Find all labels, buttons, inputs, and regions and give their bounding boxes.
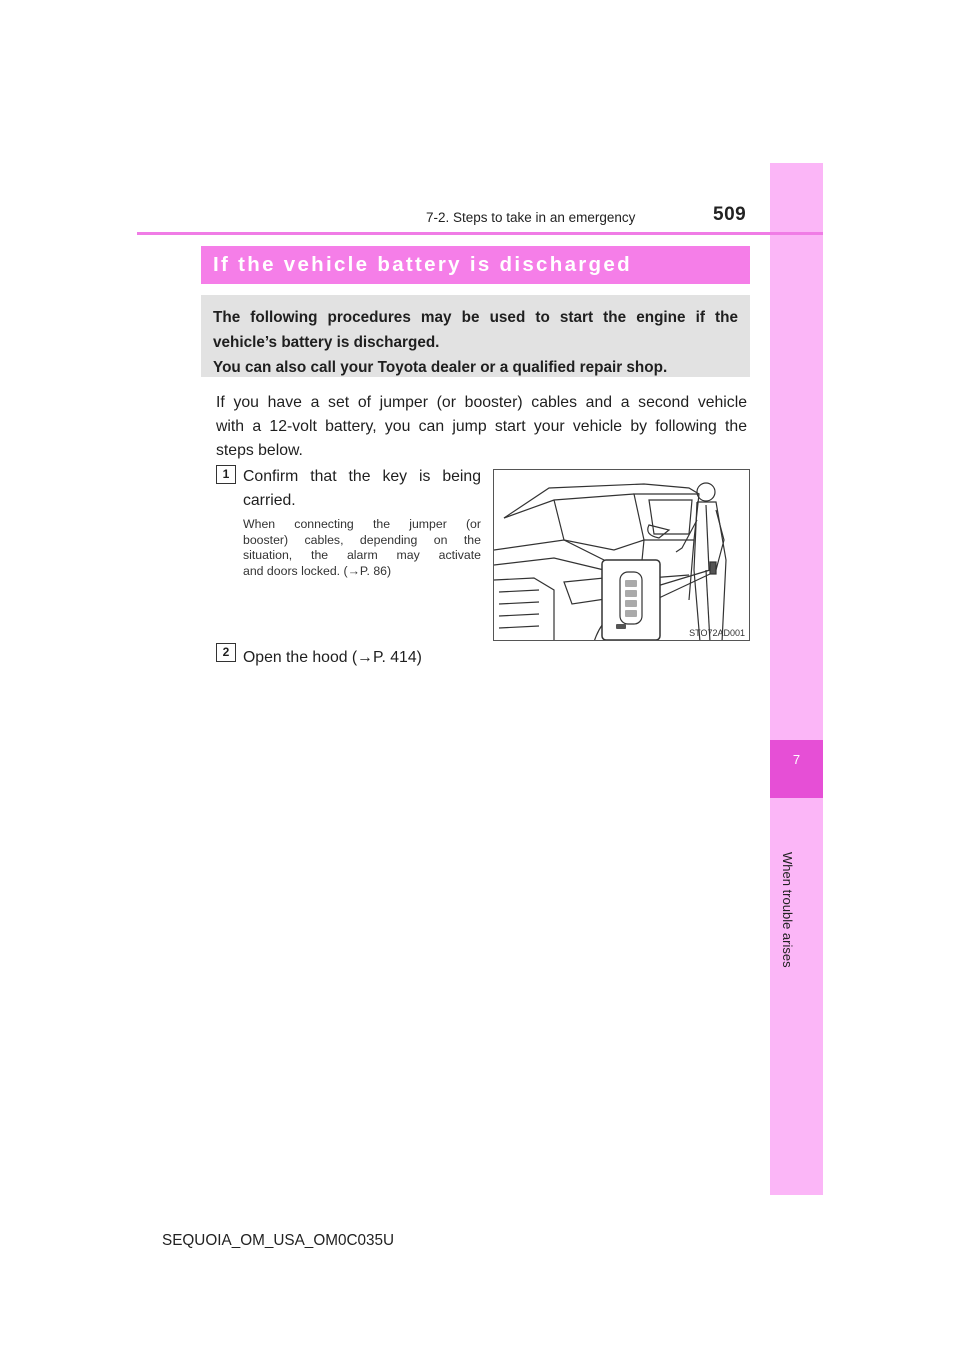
chapter-tab-active-marker bbox=[770, 740, 823, 798]
page-title: If the vehicle battery is discharged bbox=[213, 253, 632, 276]
step-1-note bbox=[243, 517, 481, 579]
step-2-number: 2 bbox=[216, 643, 236, 662]
chapter-title bbox=[781, 852, 797, 992]
step-1-text-line-1: Confirm that the key is being bbox=[243, 468, 481, 485]
step-2-text: Open the hood (→P. 414) bbox=[243, 649, 422, 666]
intro-box bbox=[201, 295, 750, 377]
step-1-note-line-2: booster) cables, depending on the bbox=[243, 532, 481, 547]
chapter-title-text: When trouble arises bbox=[780, 852, 795, 968]
document-footer-id: SEQUOIA_OM_USA_OM0C035U bbox=[162, 1232, 395, 1249]
step-1-note-line-3: situation, the alarm may activate bbox=[243, 548, 481, 562]
body-line-3: steps below. bbox=[216, 442, 303, 459]
vehicle-drawing-icon bbox=[494, 470, 750, 641]
section-heading: 7-2. Steps to take in an emergency bbox=[426, 210, 636, 225]
intro-line-2: vehicle’s battery is discharged. bbox=[213, 334, 440, 351]
step-1-number: 1 bbox=[216, 465, 236, 484]
body-line-1: If you have a set of jumper (or booster) cables and a second vehicle bbox=[216, 394, 747, 411]
vehicle-key-illustration bbox=[493, 469, 750, 641]
intro-line-1: The following procedures may be used to start the engine if the bbox=[213, 309, 738, 326]
step-1-note-line-1: When connecting the jumper (or bbox=[243, 517, 481, 531]
page-title-banner bbox=[201, 246, 750, 284]
body-paragraph bbox=[216, 391, 747, 463]
chapter-number: 7 bbox=[792, 752, 801, 767]
step-1-note-line-4: and doors locked. (→P. 86) bbox=[243, 563, 392, 578]
step-1-text bbox=[243, 465, 481, 513]
figure-code: STO72AD001 bbox=[689, 628, 745, 638]
step-1-text-line-2: carried. bbox=[243, 492, 296, 509]
body-line-2: with a 12-volt battery, you can jump start your vehicle by following the bbox=[216, 418, 747, 435]
intro-line-3: You can also call your Toyota dealer or a qualified repair shop. bbox=[213, 359, 668, 376]
chapter-side-tab bbox=[770, 163, 823, 1195]
header-divider bbox=[137, 232, 823, 235]
page-number: 509 bbox=[713, 204, 747, 225]
